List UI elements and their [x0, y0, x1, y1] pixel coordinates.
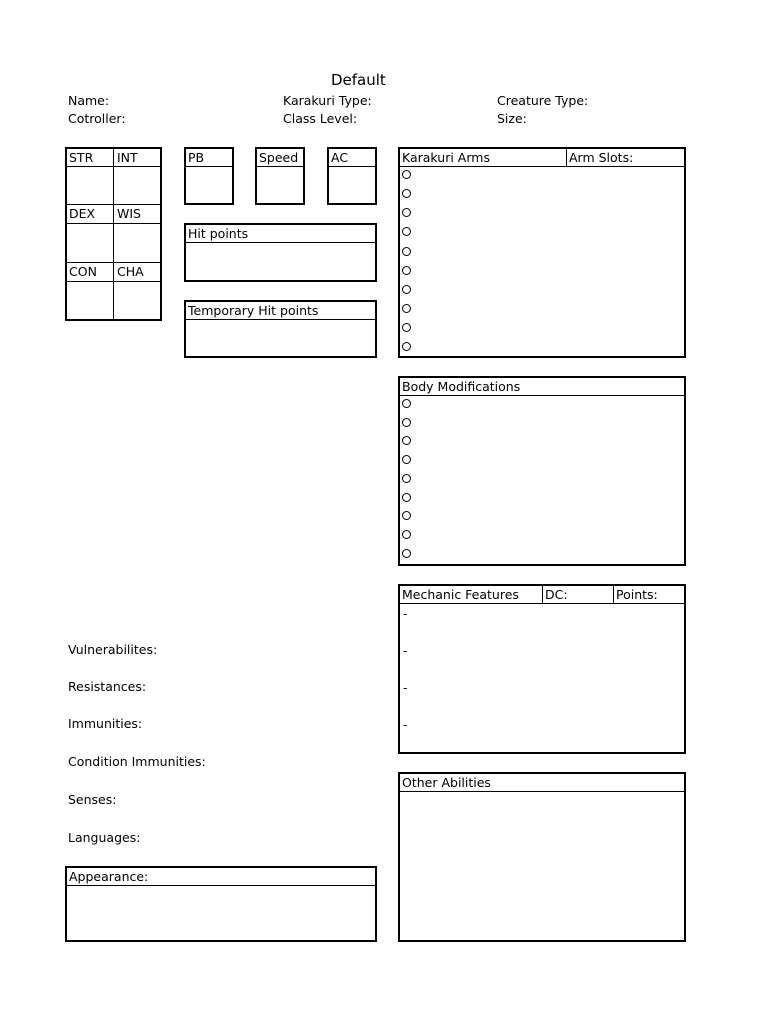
- languages-label: Languages:: [68, 830, 141, 845]
- body-mod-checkbox[interactable]: [402, 511, 411, 520]
- appearance-label: Appearance:: [69, 869, 149, 884]
- body-mod-checkbox[interactable]: [402, 530, 411, 539]
- wis-label: WIS: [117, 206, 141, 221]
- class-level-label: Class Level:: [283, 111, 358, 126]
- body-mod-checkbox[interactable]: [402, 436, 411, 445]
- body-mod-checkbox[interactable]: [402, 418, 411, 427]
- creature-type-label: Creature Type:: [497, 93, 589, 108]
- condition-immunities-label: Condition Immunities:: [68, 754, 206, 769]
- appearance-box: [65, 866, 377, 942]
- cha-label: CHA: [117, 264, 144, 279]
- mechanic-dash: -: [403, 717, 408, 732]
- karakuri-arm-checkbox[interactable]: [402, 247, 411, 256]
- resistances-label: Resistances:: [68, 679, 147, 694]
- body-modifications-label: Body Modifications: [402, 379, 521, 394]
- vulnerabilities-label: Vulnerabilites:: [68, 642, 158, 657]
- karakuri-arm-checkbox[interactable]: [402, 342, 411, 351]
- mechanic-dash: -: [403, 680, 408, 695]
- karakuri-arm-checkbox[interactable]: [402, 170, 411, 179]
- con-label: CON: [69, 264, 97, 279]
- senses-label: Senses:: [68, 792, 117, 807]
- mechanic-features-box: [398, 584, 686, 754]
- sheet-title: Default: [331, 71, 386, 89]
- karakuri-arm-checkbox[interactable]: [402, 227, 411, 236]
- hit-points-label: Hit points: [188, 226, 249, 241]
- immunities-label: Immunities:: [68, 716, 143, 731]
- karakuri-arms-box: [398, 147, 686, 358]
- mechanic-dash: -: [403, 606, 408, 621]
- karakuri-arm-checkbox[interactable]: [402, 304, 411, 313]
- pb-box: [184, 147, 234, 205]
- pb-label: PB: [188, 150, 205, 165]
- str-label: STR: [69, 150, 94, 165]
- karakuri-arm-checkbox[interactable]: [402, 208, 411, 217]
- ability-scores-grid: [65, 147, 162, 321]
- temp-hit-points-label: Temporary Hit points: [188, 303, 319, 318]
- controller-label: Cotroller:: [68, 111, 126, 126]
- ac-label: AC: [331, 150, 349, 165]
- karakuri-type-label: Karakuri Type:: [283, 93, 372, 108]
- temp-hit-points-box: [184, 300, 377, 358]
- karakuri-arm-checkbox[interactable]: [402, 323, 411, 332]
- dc-label: DC:: [545, 587, 568, 602]
- body-mod-checkbox[interactable]: [402, 493, 411, 502]
- karakuri-arms-label: Karakuri Arms: [402, 150, 490, 165]
- body-mod-checkbox[interactable]: [402, 399, 411, 408]
- int-label: INT: [117, 150, 138, 165]
- size-label: Size:: [497, 111, 527, 126]
- points-label: Points:: [616, 587, 658, 602]
- karakuri-arm-checkbox[interactable]: [402, 266, 411, 275]
- hit-points-box: [184, 223, 377, 282]
- speed-box: [255, 147, 305, 205]
- body-mod-checkbox[interactable]: [402, 474, 411, 483]
- karakuri-arm-checkbox[interactable]: [402, 189, 411, 198]
- body-modifications-box: [398, 376, 686, 566]
- ac-box: [327, 147, 377, 205]
- arm-slots-label: Arm Slots:: [569, 150, 634, 165]
- karakuri-arm-checkbox[interactable]: [402, 285, 411, 294]
- other-abilities-label: Other Abilities: [402, 775, 491, 790]
- mechanic-dash: -: [403, 643, 408, 658]
- body-mod-checkbox[interactable]: [402, 549, 411, 558]
- name-label: Name:: [68, 93, 110, 108]
- body-mod-checkbox[interactable]: [402, 455, 411, 464]
- mechanic-features-label: Mechanic Features: [402, 587, 519, 602]
- dex-label: DEX: [69, 206, 96, 221]
- speed-label: Speed: [259, 150, 299, 165]
- other-abilities-box: [398, 772, 686, 942]
